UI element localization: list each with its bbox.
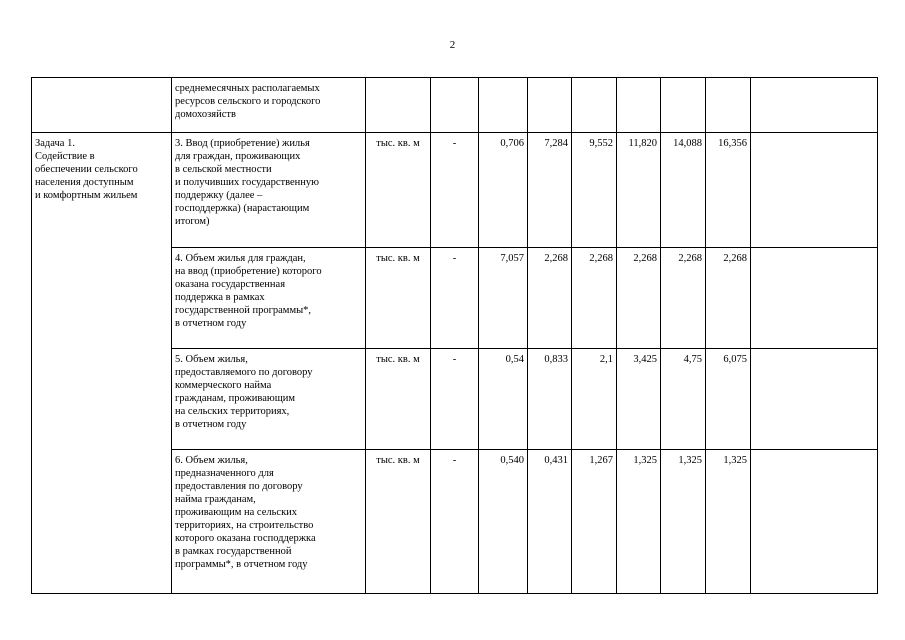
table-cell-task-empty <box>32 78 172 133</box>
value-cell: 0,706 <box>479 133 528 248</box>
last-cell <box>751 450 878 594</box>
value-cell: 2,268 <box>661 248 706 349</box>
value-cell: 7,284 <box>528 133 572 248</box>
value-cell: 7,057 <box>479 248 528 349</box>
value-cell: 14,088 <box>661 133 706 248</box>
table-row <box>32 133 878 248</box>
value-cell: 1,325 <box>661 450 706 594</box>
base-value-cell: - <box>431 133 479 248</box>
value-cell <box>617 78 661 133</box>
unit-cell <box>366 78 431 133</box>
last-cell <box>751 133 878 248</box>
value-cell: 1,267 <box>572 450 617 594</box>
task-cell: Задача 1. Содействие в обеспечении сельского населения доступным и комфортным жильем <box>32 133 172 594</box>
base-value-cell <box>431 78 479 133</box>
value-cell: 0,54 <box>479 349 528 450</box>
indicator-cell: 6. Объем жилья, предназначенного для предоставления по договору найма гражданам, проживающим на сельских территориях, на строительство которого оказана господдержка в рамках государственной программы*, в отчетном году <box>172 450 366 594</box>
unit-cell: тыс. кв. м <box>366 450 431 594</box>
value-cell: 9,552 <box>572 133 617 248</box>
value-cell: 0,833 <box>528 349 572 450</box>
value-cell: 3,425 <box>617 349 661 450</box>
base-value-cell: - <box>431 450 479 594</box>
value-cell: 1,325 <box>706 450 751 594</box>
value-cell: 4,75 <box>661 349 706 450</box>
table-row <box>32 78 878 133</box>
indicator-cell: среднемесячных располагаемых ресурсов сельского и городского домохозяйств <box>172 78 366 133</box>
value-cell: 6,075 <box>706 349 751 450</box>
last-cell <box>751 248 878 349</box>
unit-cell: тыс. кв. м <box>366 248 431 349</box>
value-cell: 2,268 <box>617 248 661 349</box>
unit-cell: тыс. кв. м <box>366 133 431 248</box>
last-cell <box>751 78 878 133</box>
base-value-cell: - <box>431 248 479 349</box>
value-cell: 2,268 <box>528 248 572 349</box>
indicator-cell: 5. Объем жилья, предоставляемого по договору коммерческого найма гражданам, проживающим на сельских территориях, в отчетном году <box>172 349 366 450</box>
value-cell: 2,1 <box>572 349 617 450</box>
value-cell <box>528 78 572 133</box>
value-cell: 2,268 <box>706 248 751 349</box>
value-cell: 11,820 <box>617 133 661 248</box>
value-cell: 16,356 <box>706 133 751 248</box>
indicator-cell: 4. Объем жилья для граждан, на ввод (приобретение) которого оказана государственная поддержка в рамках государственной программы*, в отчетном году <box>172 248 366 349</box>
indicators-table <box>31 77 878 594</box>
unit-cell: тыс. кв. м <box>366 349 431 450</box>
value-cell: 0,540 <box>479 450 528 594</box>
value-cell <box>706 78 751 133</box>
value-cell: 2,268 <box>572 248 617 349</box>
page-number: 2 <box>449 39 456 51</box>
base-value-cell: - <box>431 349 479 450</box>
value-cell <box>661 78 706 133</box>
value-cell: 0,431 <box>528 450 572 594</box>
last-cell <box>751 349 878 450</box>
value-cell: 1,325 <box>617 450 661 594</box>
value-cell <box>572 78 617 133</box>
value-cell <box>479 78 528 133</box>
indicator-cell: 3. Ввод (приобретение) жилья для граждан, проживающих в сельской местности и получивших государственную поддержку (далее – господдержка) (нарастающим итогом) <box>172 133 366 248</box>
